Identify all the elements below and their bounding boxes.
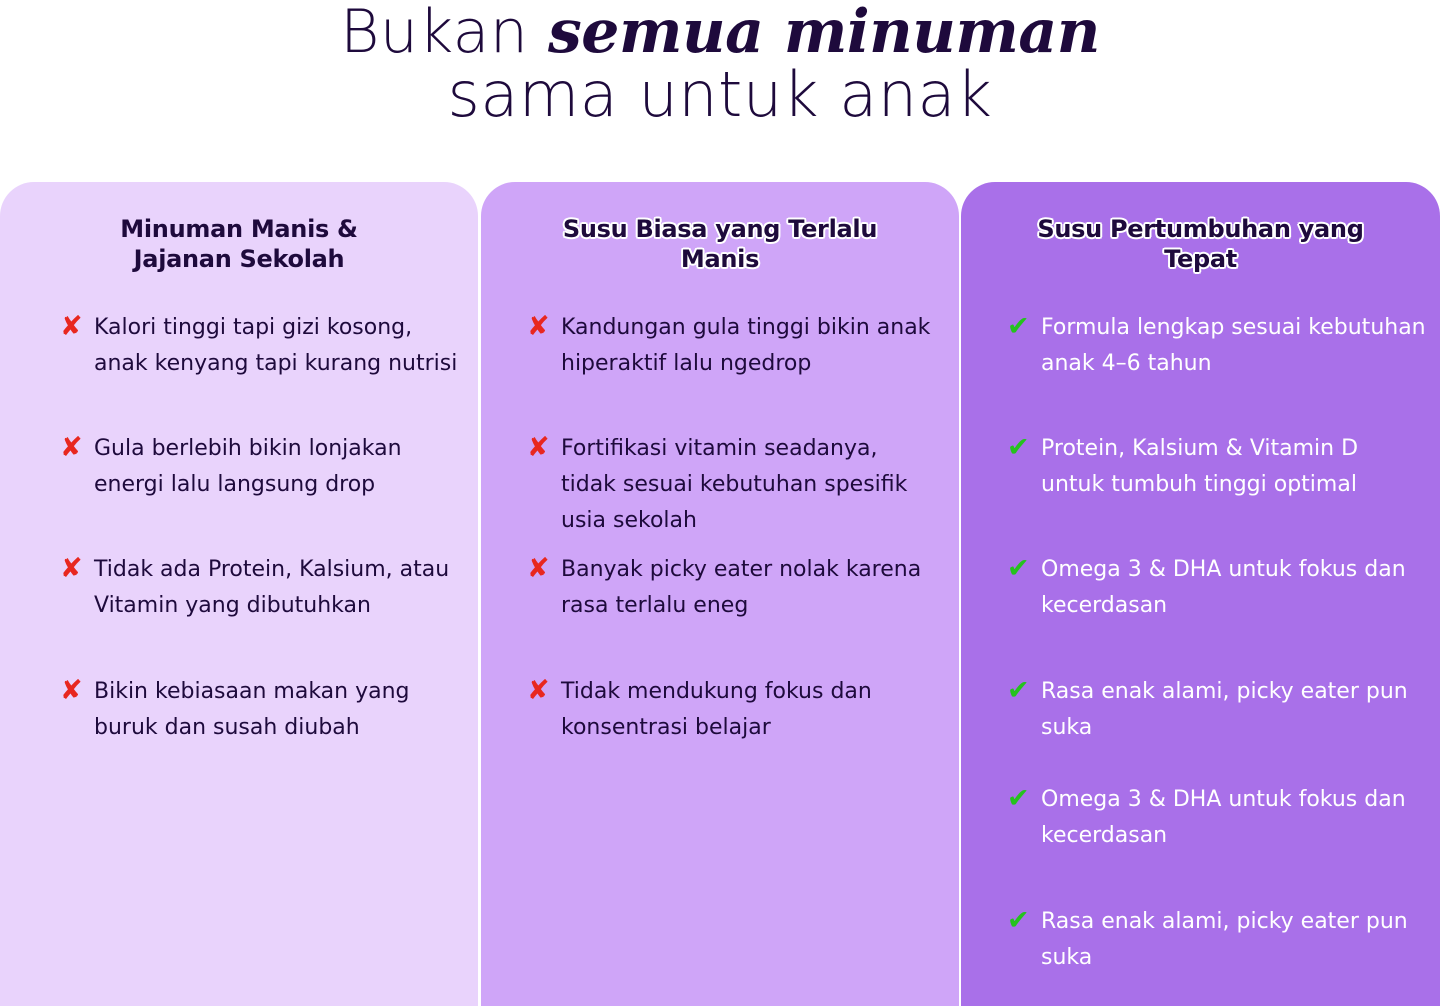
card-title <box>30 214 448 274</box>
headline-lead: Bukan <box>340 0 549 67</box>
list-item-text: Omega 3 & DHA untuk fokus dan kecerdasan <box>1041 787 1406 848</box>
cross-icon: ✘ <box>60 675 83 706</box>
card-title-line-1: Susu Pertumbuhan yang <box>1037 215 1364 243</box>
list-item-text: Protein, Kalsium & Vitamin D untuk tumbuh tinggi optimal <box>1041 436 1359 497</box>
headline-emphasis: semua minuman <box>548 0 1100 67</box>
list-item-text: Fortifikasi vitamin seadanya, tidak sesuai kebutuhan spesifik usia sekolah <box>561 436 908 533</box>
card-title-line-1: Susu Biasa yang Terlalu <box>562 215 878 243</box>
list-item-text: Rasa enak alami, picky eater pun suka <box>1041 909 1408 970</box>
card-title-line-2: Jajanan Sekolah <box>133 245 345 273</box>
list-item-text: Kandungan gula tinggi bikin anak hiperaktif lalu ngedrop <box>561 315 931 376</box>
cross-icon: ✘ <box>527 432 550 463</box>
check-icon: ✔ <box>1007 783 1030 814</box>
list-item-text: Rasa enak alami, picky eater pun suka <box>1041 679 1408 740</box>
list-item-text: Bikin kebiasaan makan yang buruk dan susah diubah <box>94 679 410 740</box>
check-icon: ✔ <box>1007 905 1030 936</box>
card-title <box>991 214 1410 274</box>
headline-line-2: sama untuk anak <box>447 58 993 131</box>
card-title-line-1: Minuman Manis & <box>120 215 358 243</box>
cross-icon: ✘ <box>527 311 550 342</box>
list-item-text: Tidak mendukung fokus dan konsentrasi belajar <box>561 679 872 740</box>
check-icon: ✔ <box>1007 553 1030 584</box>
cross-icon: ✘ <box>60 311 83 342</box>
check-icon: ✔ <box>1007 311 1030 342</box>
list-item-text: Formula lengkap sesuai kebutuhan anak 4–6 tahun <box>1041 315 1426 376</box>
card-title-line-2: Manis <box>680 245 760 273</box>
check-icon: ✔ <box>1007 675 1030 706</box>
check-icon: ✔ <box>1007 432 1030 463</box>
list-item-text: Banyak picky eater nolak karena rasa terlalu eneg <box>561 557 922 618</box>
comparison-card-growth-milk <box>961 182 1440 1006</box>
cross-icon: ✘ <box>527 553 550 584</box>
cross-icon: ✘ <box>60 553 83 584</box>
comparison-card-regular-milk <box>481 182 959 1006</box>
list-item-text: Tidak ada Protein, Kalsium, atau Vitamin yang dibutuhkan <box>94 557 450 618</box>
list-item-text: Omega 3 & DHA untuk fokus dan kecerdasan <box>1041 557 1406 618</box>
comparison-card-sweet-drinks <box>0 182 478 1006</box>
cross-icon: ✘ <box>60 432 83 463</box>
card-title-line-2: Tepat <box>1164 245 1237 273</box>
list-item-text: Kalori tinggi tapi gizi kosong, anak kenyang tapi kurang nutrisi <box>94 315 458 376</box>
list-item-text: Gula berlebih bikin lonjakan energi lalu langsung drop <box>94 436 402 497</box>
headline-line-1 <box>0 0 1440 67</box>
cross-icon: ✘ <box>527 675 550 706</box>
card-title <box>511 214 929 274</box>
